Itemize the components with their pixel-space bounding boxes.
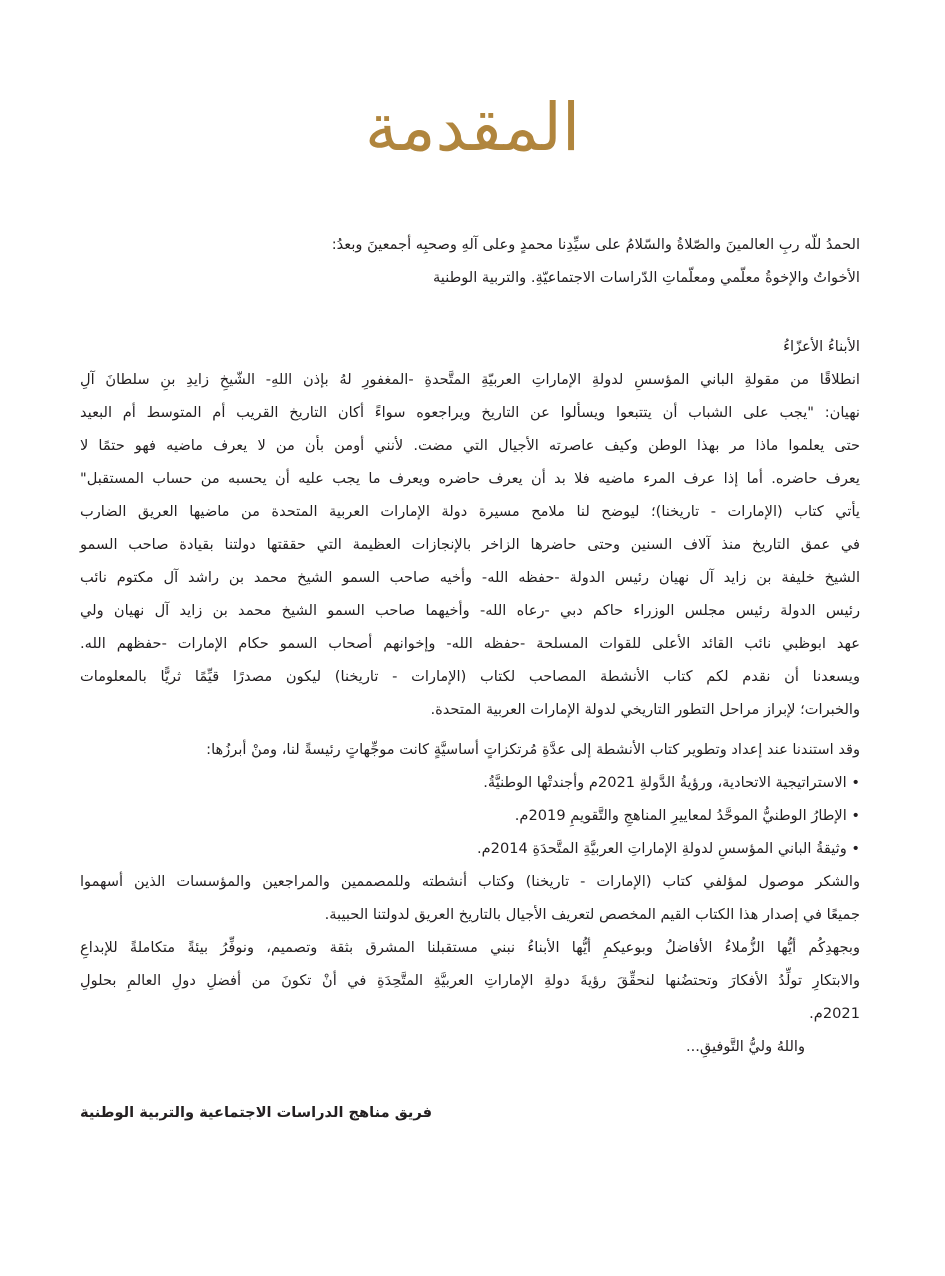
text-line: جميعًا في إصدار هذا الكتاب القيم المخصص لتعريف الأجيال بالتاريخ العريق لدولتنا الحبيبة. xyxy=(324,906,860,923)
text-line: يعرف حاضره. أما إذا عرف المرء ماضيه فلا بد أن يعرف حاضره ويعرف ما يجب عليه أن يحسبه من حساب المستقبل" xyxy=(80,470,860,487)
text-line: انطلاقًا من مقولةِ الباني المؤسسِ لدولةِ الإماراتِ العربيّةِ المتَّحدةِ -المغفورِ لهُ بإذن اللهِ- الشّيخِ زايدِ بنِ سلطانَ آلِ xyxy=(80,371,860,388)
text-line: والخبرات؛ لإبراز مراحل التطور التاريخي لدولة الإمارات العربية المتحدة. xyxy=(430,701,860,718)
text-line: وقد استندنا عند إعداد وتطوير كتاب الأنشطة إلى عدَّةِ مُرتكزاتٍ أساسيَّةٍ كانت موجِّهاتٍ رئيسةً لنا، ومنْ أبرزُها: xyxy=(206,741,860,758)
text-line: والابتكارِ تولِّدُ الأفكارَ وتحتضُنها لنحقِّقَ رؤيةَ دولةِ الإماراتِ العربيَّةِ المتَّحِدَةِ في أنْ تكونَ من أفضلِ دولِ العالمِ بحلولِ xyxy=(80,972,860,989)
bullet-item: • وثيقةُ الباني المؤسسِ لدولةِ الإماراتِ العربيَّةِ المتَّحدَةِ 2014م. xyxy=(476,840,860,857)
salutation: الأبناءُ الأعزّاءُ xyxy=(783,338,860,355)
signature-block xyxy=(80,1096,860,1129)
text-line: رئيس الدولة رئيس مجلس الوزراء حاكم دبي -رعاه الله- وأخيهما صاحب السمو الشيخ محمد بن زايد آل نهيان ولي xyxy=(80,602,860,619)
text-line: يأتي كتاب (الإمارات - تاريخنا)؛ ليوضح لنا ملامح مسيرة دولة الإمارات العربية المتحدة من ماضيها العريق الضارب xyxy=(80,503,860,520)
greeting-line: الحمدُ للّه ربِ العالمينَ والصّلاةُ والسّلامُ على سيِّدِنا محمدٍ وعلى آلهِ وصحبِه أجمعينَ وبعدُ: xyxy=(331,236,860,253)
text-line: نهيان: "يجب على الشباب أن يتتبعوا ويسألوا عن التاريخ ويراجعوه سواءً أكان التاريخ القريب أم المتوسط أم البعيد xyxy=(80,404,860,421)
text-line: الشيخ خليفة بن زايد آل نهيان رئيس الدولة -حفظه الله- وأخيه صاحب السمو الشيخ محمد بن راشد آل مكتوم نائب xyxy=(80,569,860,586)
paragraph-2 xyxy=(80,733,860,1063)
paragraph-1 xyxy=(80,330,860,726)
text-line: 2021م. xyxy=(809,1005,860,1022)
text-line: ويسعدنا أن نقدم لكم كتاب الأنشطة المصاحب لكتاب (الإمارات - تاريخنا) ليكون مصدرًا قيِّمًا ثريًّا بالمعلومات xyxy=(80,668,860,685)
bullet-item: • الإطارُ الوطنيُّ الموحَّدُ لمعاييرِ المناهجِ والتَّقويمِ 2019م. xyxy=(514,807,860,824)
page-title: المقدمة xyxy=(364,89,581,166)
text-line: وبجهدِكُم أيُّها الزُّملاءُ الأفاضلُ وبوعيكمِ أيُّها الأبناءُ نبني مستقبلنا المشرق بثقة وتصميم، ونوفِّرُ بيئةً متكاملةً للإبداعِ xyxy=(80,939,860,956)
greeting-line: الأخواتُ والإخوةُ معلّمي ومعلّماتِ الدّراسات الاجتماعيّةِ. والتربية الوطنية xyxy=(432,269,860,286)
text-line: حتى يعلموا ماذا مر بهذا الوطن وكيف عاصرته الأجيال التي مضت. لأنني أومن بأن من لا يعرف ماضيه فهو حتمًا لا xyxy=(80,437,860,454)
signature: فريق مناهج الدراسات الاجتماعية والتربية الوطنية xyxy=(80,1104,432,1121)
closing: واللهُ وليُّ التَّوفيقِ... xyxy=(685,1038,805,1055)
text-line: في عمق التاريخ منذ آلاف السنين وحتى حاضرها الزاخر بالإنجازات العظيمة التي حققتها دولتنا بقيادة صاحب السمو xyxy=(80,536,860,553)
text-line: والشكر موصول لمؤلفي كتاب (الإمارات - تاريخنا) وكتاب أنشطته وللمصممين والمراجعين والمؤسسات الذين أسهموا xyxy=(80,873,860,890)
bullet-item: • الاستراتيجية الاتحادية، ورؤيةُ الدَّولةِ 2021م وأجندتْها الوطنيَّةُ. xyxy=(483,774,860,791)
greeting xyxy=(80,228,860,294)
text-line: عهد ابوظبي نائب القائد الأعلى للقوات المسلحة -حفظه الله- وإخوانهم أصحاب السمو حكام الإمارات -حفظهم الله. xyxy=(80,635,860,652)
